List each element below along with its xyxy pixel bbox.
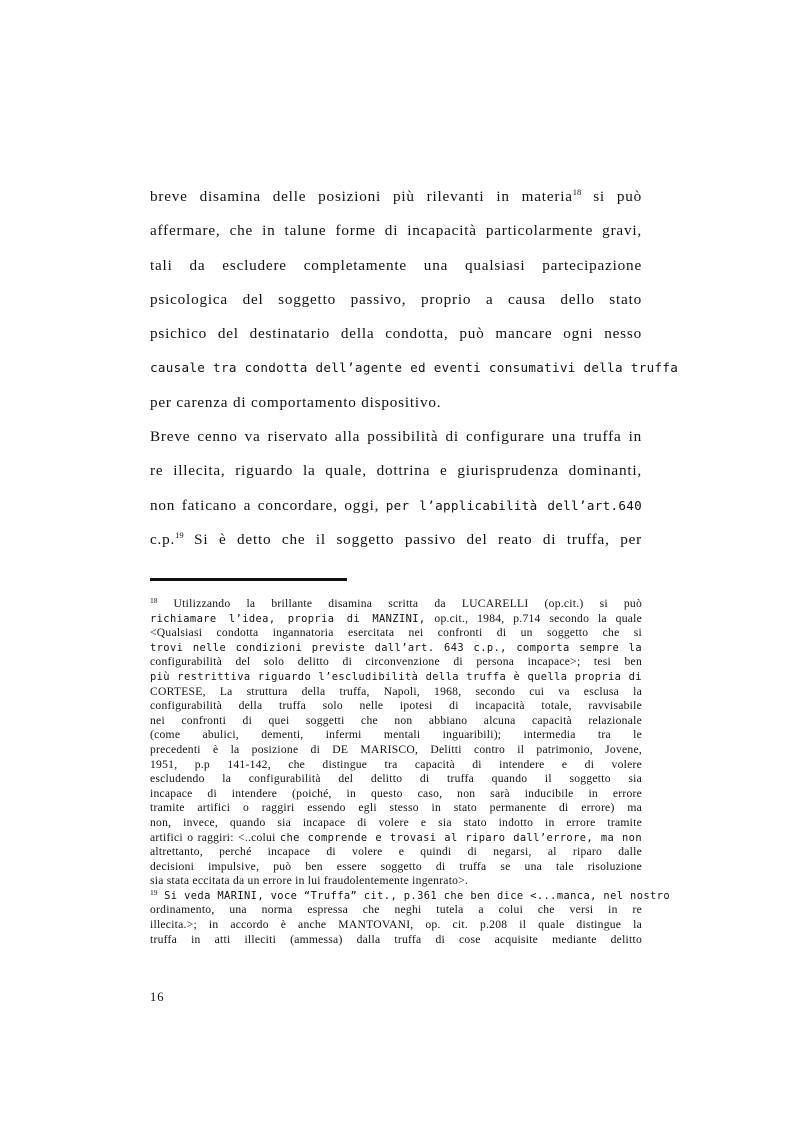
footnote-ref: 19 (150, 887, 158, 897)
footnote-line (150, 801, 642, 816)
body-line (150, 489, 642, 523)
text-run: Si veda MARINI, voce “Truffa” cit., p.361 che ben dice <...manca, nel nostro (157, 889, 670, 902)
text-run: Breve cenno va riservato alla possibilità di configurare una truffa in (150, 428, 642, 446)
text-run: breve disamina delle posizioni più rilevanti in materia (150, 188, 573, 205)
footnote-line (150, 903, 642, 918)
footnote-line (150, 772, 642, 787)
text-run: trovi nelle condizioni previste dall’art. 643 c.p., comporta sempre la (150, 641, 642, 654)
body-line (150, 317, 642, 351)
footnote-ref: 18 (150, 596, 158, 605)
text-run: causale tra condotta dell’agente ed eventi consumativi della truffa (150, 360, 679, 376)
footnote-line (150, 699, 642, 714)
text-run: <Qualsiasi condotta ingannatoria esercitata nei confronti di un soggetto che si (150, 626, 642, 640)
text-run: Si è detto che il soggetto passivo del reato di truffa, per (183, 530, 642, 548)
body-line (150, 523, 642, 557)
footnote-line (150, 874, 642, 889)
text-run: op.cit., 1984, p.714 secondo la quale (425, 611, 643, 625)
text-run: si può (581, 188, 642, 205)
footnote-separator (150, 578, 347, 581)
footnote-line (150, 670, 642, 685)
text-run: per l’applicabilità dell’art.640 (385, 497, 642, 513)
footnote-ref: 18 (572, 187, 582, 197)
footnote-line (150, 685, 642, 700)
footnote-line (150, 831, 642, 846)
footnote-line (150, 918, 642, 933)
text-run: truffa in atti illeciti (ammessa) dalla truffa di cose acquisite mediante delitto (150, 932, 642, 946)
text-run: re illecita, riguardo la quale, dottrina e giurisprudenza dominanti, (150, 462, 642, 480)
text-run: affermare, che in talune forme di incapacità particolarmente gravi, (150, 222, 642, 240)
footnotes (150, 596, 670, 947)
footnote-line (150, 641, 642, 656)
footnote-line (150, 626, 642, 641)
body-text (150, 180, 679, 557)
text-run: sia stata eccitata da un errore in lui fraudolentemente ingenrato>. (150, 874, 469, 888)
text-run: per carenza di comportamento dispositivo. (150, 393, 442, 411)
footnote-line (150, 714, 642, 729)
text-run: tali da escludere completamente una qualsiasi partecipazione (150, 256, 642, 274)
text-run: illecita.>; in accordo è anche MANTOVANI, op. cit. p.208 il quale distingue la (150, 918, 642, 932)
text-run: psicologica del soggetto passivo, proprio a causa dello stato (150, 290, 642, 308)
text-run: 1951, p.p 141-142, che distingue tra capacità di intendere e di volere (150, 757, 642, 771)
footnote-line (150, 728, 642, 743)
text-run: ordinamento, una norma espressa che neghi tutela a colui che versi in re (150, 903, 642, 917)
text-run: precedenti è la posizione di DE MARISCO, Delitti contro il patrimonio, Jovene, (150, 742, 642, 756)
text-run: incapace di intendere (poiché, in questo caso, non sarà inducibile in errore (150, 786, 642, 800)
text-run: non, invece, quando sia incapace di volere e sia stato indotto in errore tramite (150, 815, 642, 829)
text-run: non faticano a concordare, oggi, (150, 496, 386, 514)
body-line (150, 180, 642, 214)
text-run: più restrittiva riguardo l’escludibilità della truffa è quella propria di (150, 670, 642, 683)
body-line (150, 454, 642, 488)
text-run: psichico del destinatario della condotta, può mancare ogni nesso (150, 325, 642, 343)
page-number: 16 (150, 990, 165, 1004)
footnote-line (150, 743, 642, 758)
footnote-line (150, 845, 642, 860)
body-line (150, 386, 642, 420)
text-run: (come abulici, dementi, infermi mentali inguaribili); intermedia tra le (150, 728, 642, 742)
text-run: escludendo la configurabilità del delitto di truffa quando il soggetto sia (150, 772, 642, 786)
text-run: richiamare l’idea, propria di MANZINI, (150, 612, 426, 625)
footnote-line (150, 655, 642, 670)
text-run: altrettanto, perché incapace di volere e quindi di negarsi, al riparo dalle (150, 845, 642, 859)
footnote-line (150, 933, 642, 948)
footnote-line (150, 758, 642, 773)
footnote-line (150, 612, 642, 627)
text-run: CORTESE, La struttura della truffa, Napoli, 1968, secondo cui va esclusa la (150, 684, 642, 698)
text-run: tramite artifici o raggiri essendo egli stesso in stato permanente di errore) ma (150, 801, 642, 815)
text-run: configurabilità del solo delitto di circonvenzione di persona incapace>; tesi ben (150, 655, 642, 669)
footnote-line (150, 887, 670, 904)
text-run: che comprende e trovasi al riparo dall’errore, ma non (279, 831, 642, 844)
text-run: artifici o raggiri: <..colui (150, 830, 280, 844)
body-line (150, 351, 679, 385)
text-run: nei confronti di quei soggetti che non abbiano alcuna capacità relazionale (150, 713, 642, 727)
body-line (150, 249, 642, 283)
footnote-line (150, 816, 642, 831)
footnote-ref: 19 (175, 529, 184, 540)
footnote-line (150, 597, 642, 612)
footnote-line (150, 787, 642, 802)
text-run: configurabilità della truffa solo nelle ipotesi di incapacità totale, ravvisabile (150, 699, 642, 713)
body-line (150, 214, 642, 248)
footnote-line (150, 860, 642, 875)
text-run: c.p. (150, 530, 176, 548)
text-run: decisioni impulsive, può ben essere soggetto di truffa se una tale risoluzione (150, 859, 642, 873)
body-line (150, 283, 642, 317)
body-line (150, 420, 642, 454)
text-run: Utilizzando la brillante disamina scritta da LUCARELLI (op.cit.) si può (157, 597, 642, 610)
